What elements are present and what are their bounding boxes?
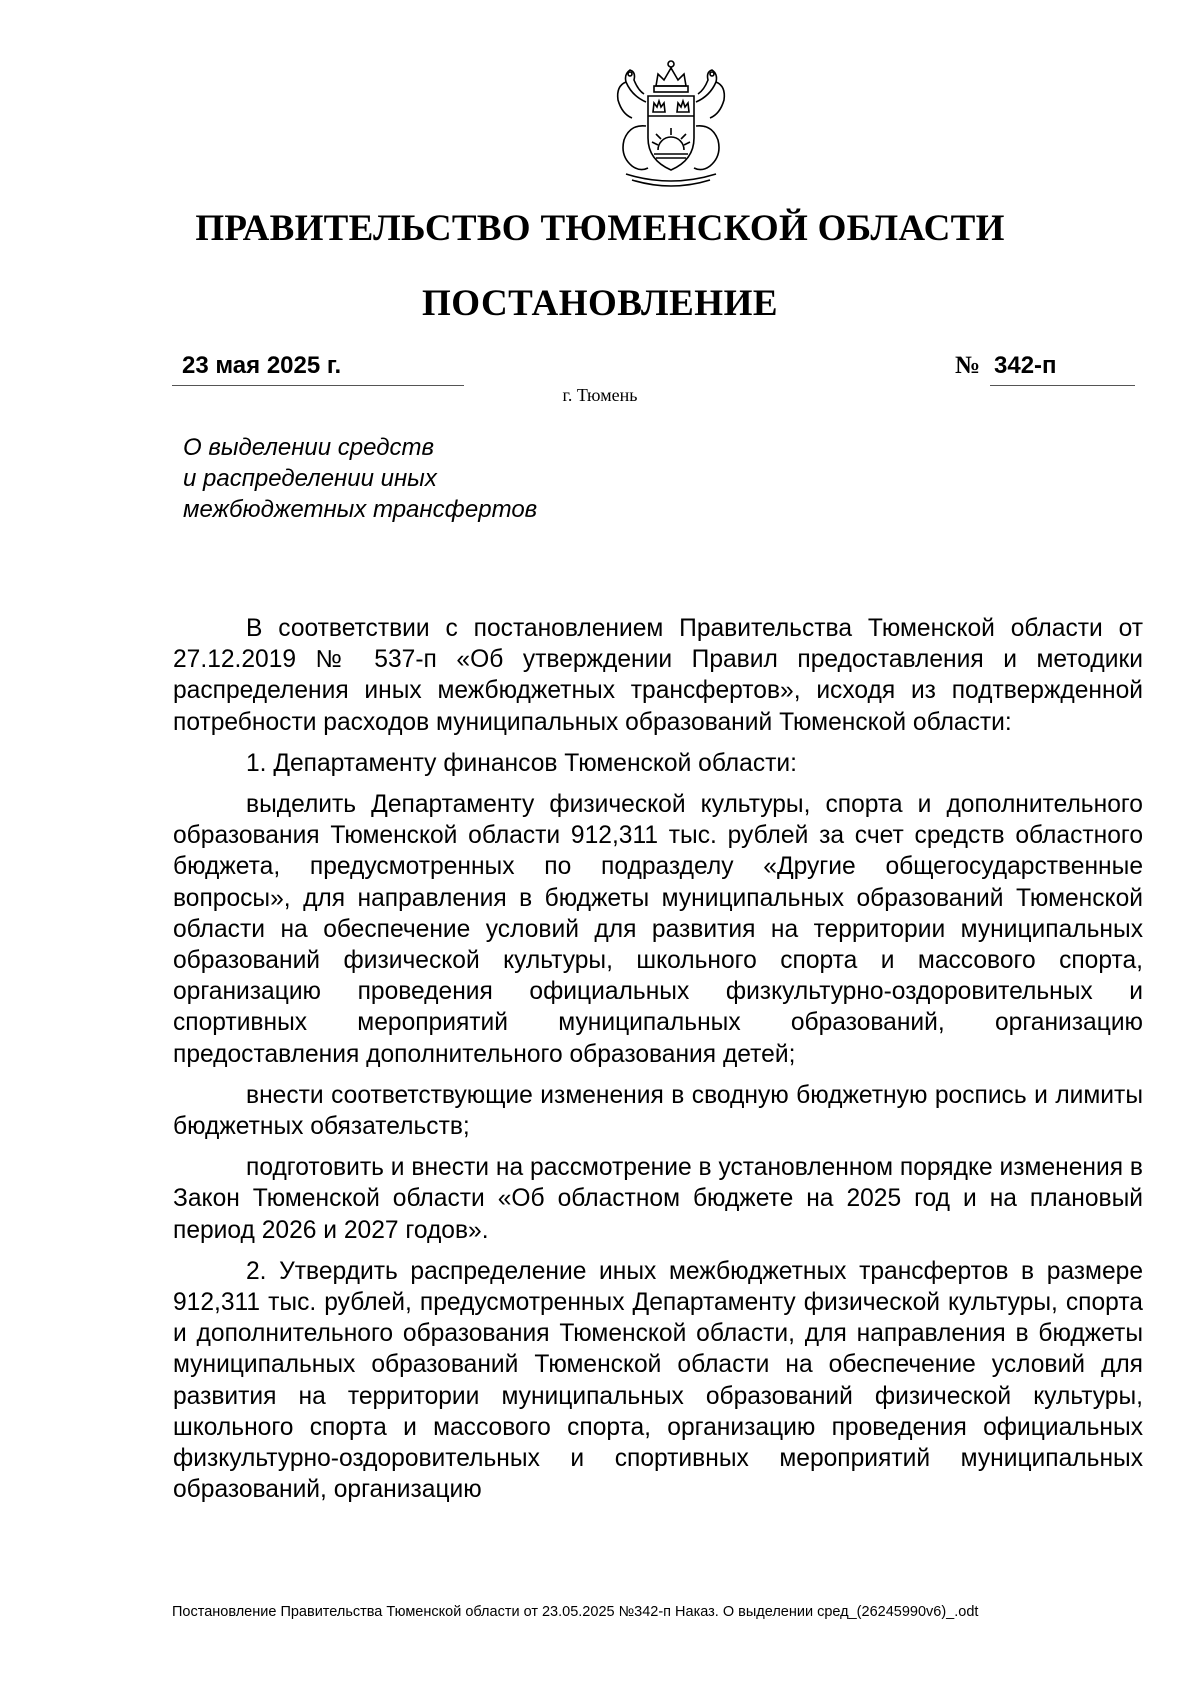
document-date: 23 мая 2025 г. — [182, 352, 342, 379]
number-field — [990, 352, 1135, 386]
coat-of-arms-icon — [596, 56, 746, 192]
document-type: ПОСТАНОВЛЕНИЕ — [421, 283, 779, 324]
subject-line: О выделении средств — [183, 434, 435, 461]
body-paragraph: 2. Утвердить распределение иных межбюджетных трансфертов в размере 912,311 тыс. рублей, предусмотренных Департаменту физической культуры, спорта и дополнительного образования Тюменской области, для направления в бюджеты муниципальных образований Тюменской области на обеспечение условий для развития на территории муниципальных образований физической культуры, школьного спорта и массового спорта, организацию проведения официальных физкультурно-оздоровительных и спортивных мероприятий муниципальных образований, организацию — [173, 1257, 1143, 1504]
page-footer: Постановление Правительства Тюменской области от 23.05.2025 №342-п Наказ. О выделении сред_(26245990v6)_.odt — [172, 1604, 979, 1620]
body-paragraph: внести соответствующие изменения в сводную бюджетную роспись и лимиты бюджетных обязательств; — [173, 1081, 1143, 1141]
document-subject — [183, 432, 537, 525]
date-field — [172, 352, 464, 386]
subject-line: и распределении иных — [183, 465, 437, 492]
body-paragraph: выделить Департаменту физической культуры, спорта и дополнительного образования Тюменской области 912,311 тыс. рублей за счет средств областного бюджета, предусмотренных по подразделу «Другие общегосударственные вопросы», для направления в бюджеты муниципальных образований Тюменской области на обеспечение условий для развития на территории муниципальных образований физической культуры, школьного спорта и массового спорта, организацию проведения официальных физкультурно-оздоровительных и спортивных мероприятий муниципальных образований, организацию предоставления дополнительного образования детей; — [173, 791, 1143, 1068]
number-label: № — [955, 352, 981, 379]
city-name: г. Тюмень — [562, 385, 638, 405]
body-paragraph: подготовить и внести на рассмотрение в установленном порядке изменения в Закон Тюменской области «Об областном бюджете на 2025 год и на плановый период 2026 и 2027 годов». — [173, 1154, 1143, 1244]
document-number: 342-п — [994, 352, 1057, 379]
body-paragraph: В соответствии с постановлением Правительства Тюменской области от 27.12.2019 № 537-п «Об утверждении Правил предоставления и методики распределения иных межбюджетных трансфертов», исходя из подтвержденной потребности расходов муниципальных образований Тюменской области: — [173, 615, 1143, 736]
body-paragraph: 1. Департаменту финансов Тюменской области: — [246, 749, 797, 777]
document-body — [173, 613, 1143, 1515]
subject-line: межбюджетных трансфертов — [183, 496, 538, 523]
government-title: ПРАВИТЕЛЬСТВО ТЮМЕНСКОЙ ОБЛАСТИ — [195, 208, 1005, 249]
